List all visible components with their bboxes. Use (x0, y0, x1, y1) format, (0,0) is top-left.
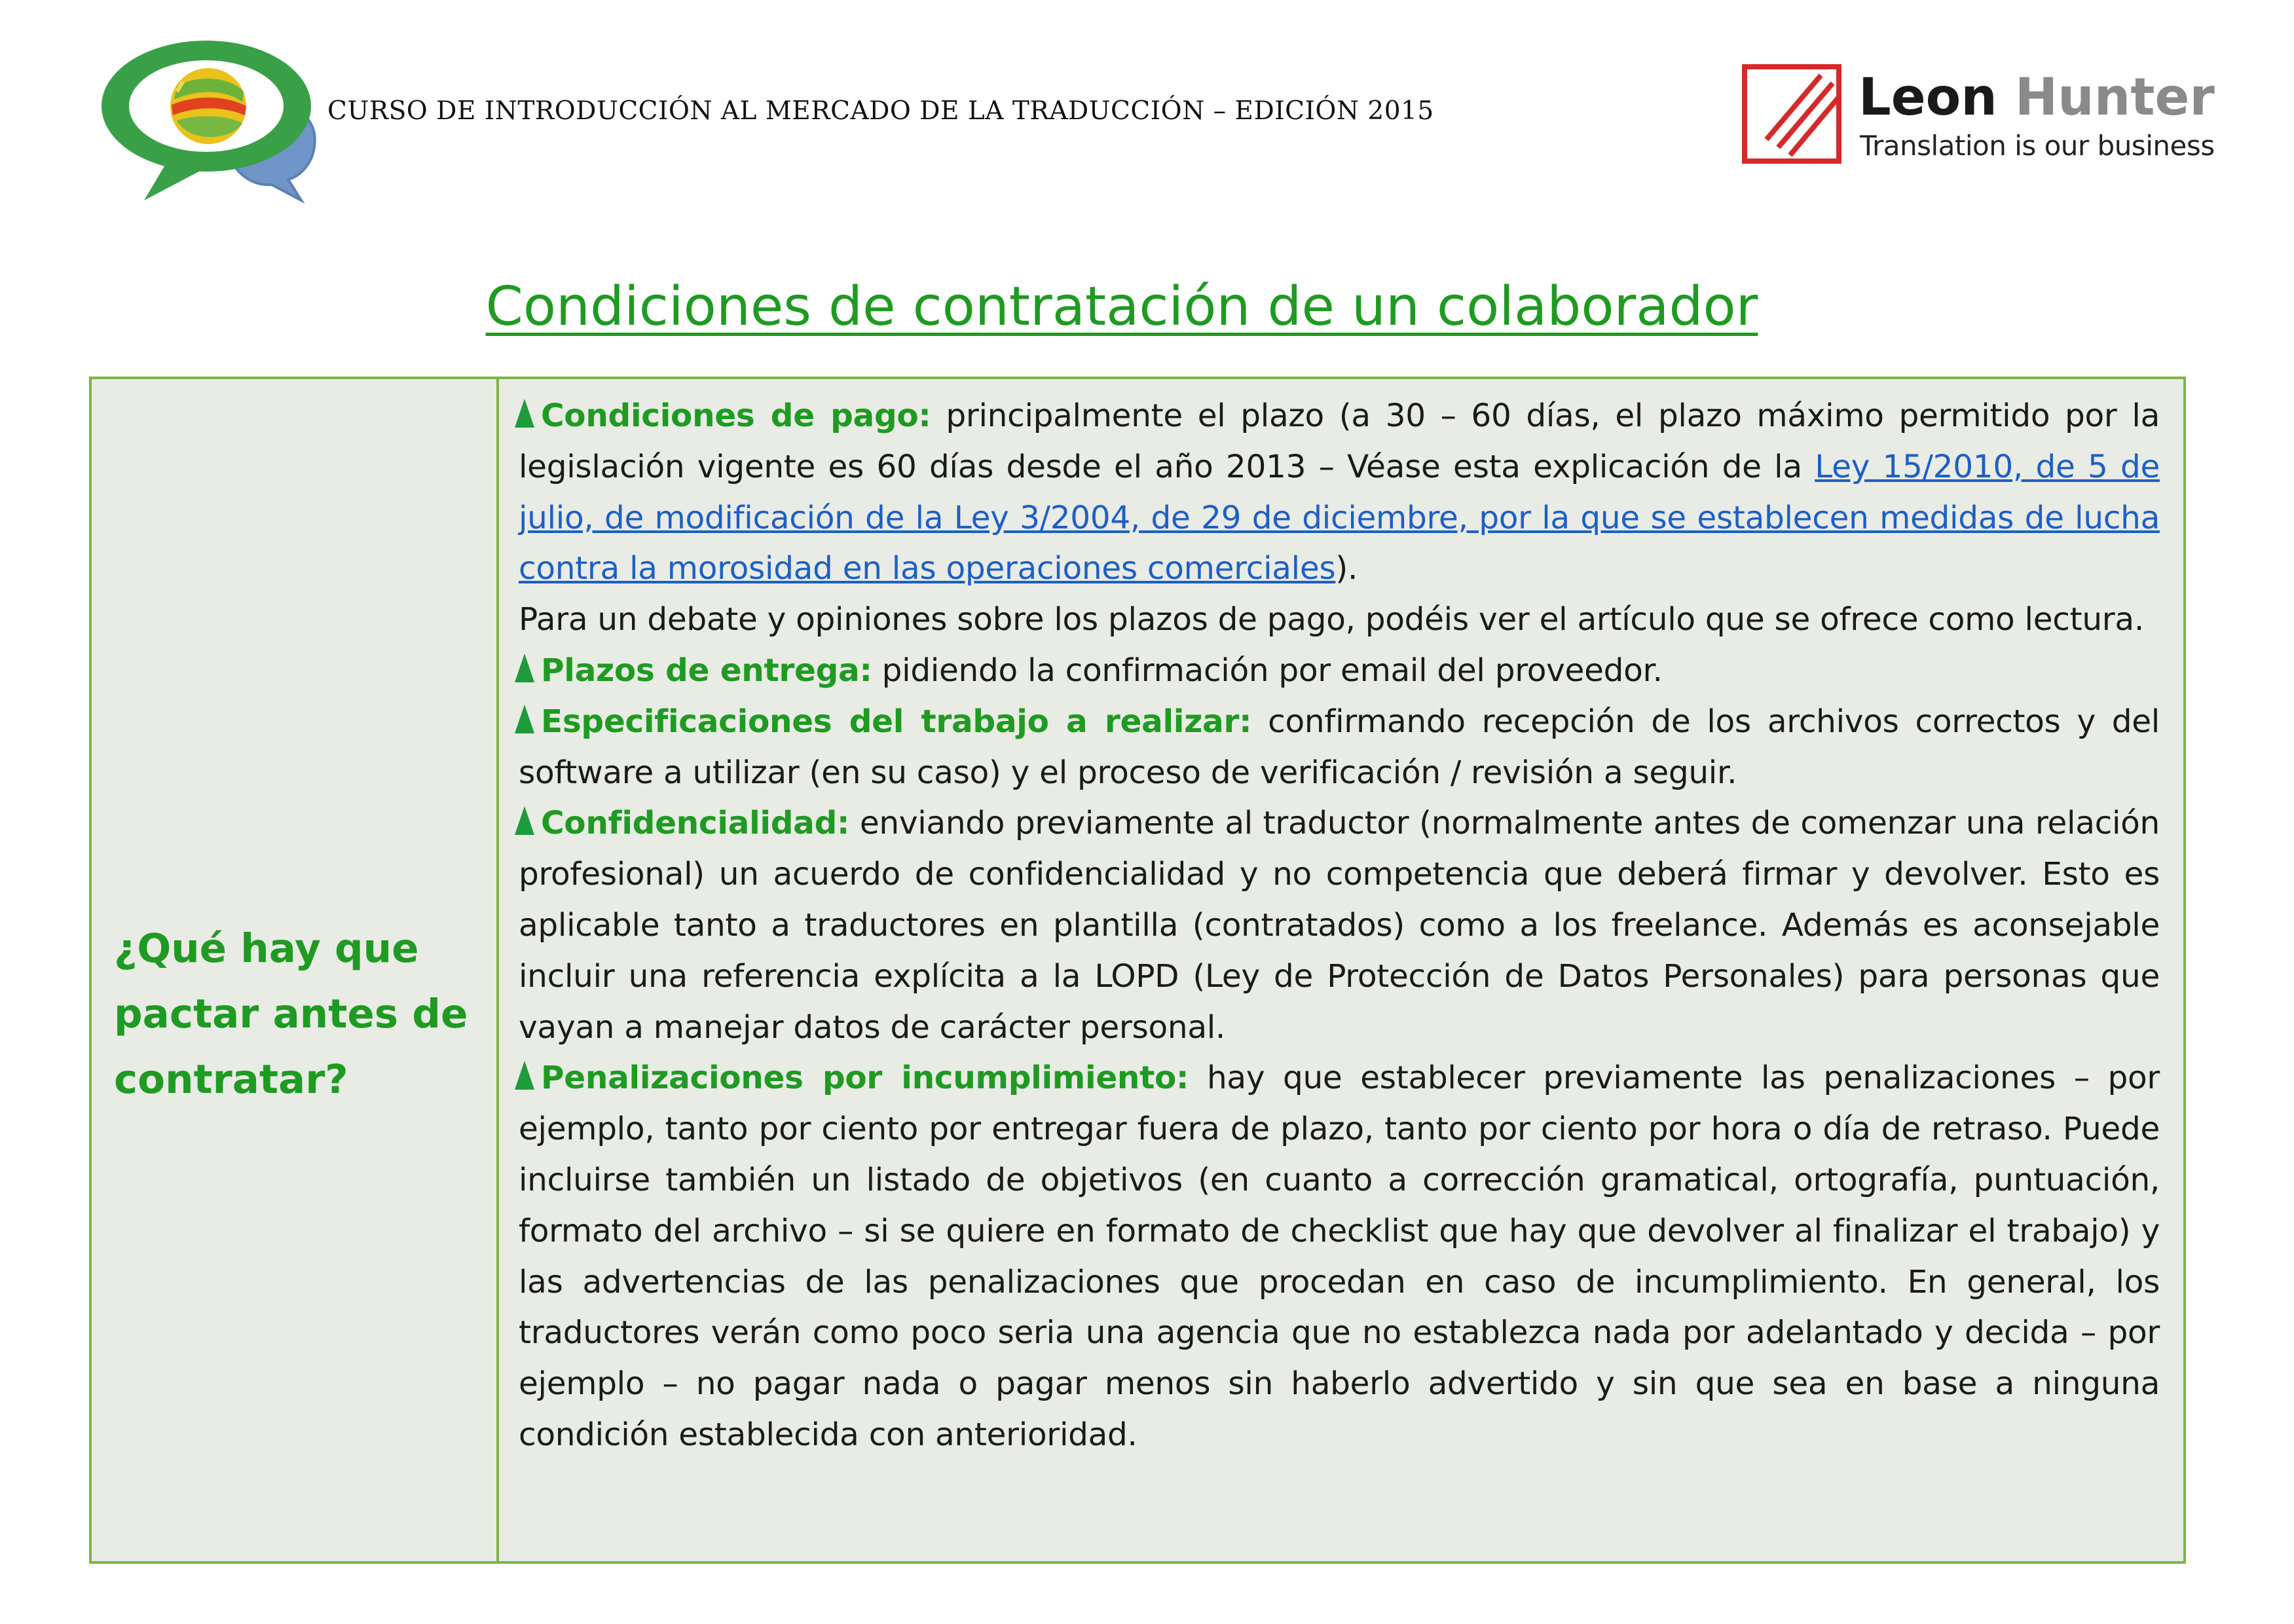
brand-name-leon: Leon (1859, 68, 1997, 127)
list-item-penalties (519, 1053, 2160, 1460)
list-item-confidentiality (519, 798, 2160, 1053)
page-title-text: Condiciones de contratación de un colaborador (485, 276, 1758, 338)
item-text: confirmando recepción de los archivos correctos y del software a utilizar (en su caso) y el proceso de verificación / revisión a seguir. (519, 703, 2160, 791)
law-link[interactable]: Ley 15/2010, de 5 de julio, de modificación de la Ley 3/2004, de 29 de diciembre, por la que se establecen medidas de lucha contra la morosidad en las operaciones comerciales (519, 448, 2160, 587)
course-title: CURSO DE INTRODUCCIÓN AL MERCADO DE LA TRADUCCIÓN – EDICIÓN 2015 (327, 96, 1434, 126)
course-speech-bubbles-icon (92, 29, 334, 206)
page-title (0, 275, 2244, 339)
brand-name (1859, 68, 2215, 127)
brand-logo (1742, 64, 2213, 164)
item-text: enviando previamente al traductor (normalmente antes de comenzar una relación profesional) un acuerdo de confidencialidad y no competencia que deberá firmar y devolver. Esto es aplicable tanto a traductores en plantilla (contratados) como a los freelance. Además es aconsejable incluir una referencia explícita a la LOPD (Ley de Protección de Datos Personales) para personas que vayan a manejar datos de carácter personal. (519, 805, 2160, 1046)
item-extra-text: Para un debate y opiniones sobre los plazos de pago, podéis ver el artículo que se ofrece como lectura. (519, 601, 2144, 638)
triangle-bullet-icon (515, 399, 534, 428)
item-text: pidiendo la confirmación por email del proveedor. (872, 652, 1663, 689)
list-item-specifications (519, 697, 2160, 799)
item-text-end: ). (1335, 550, 1358, 587)
triangle-bullet-icon (515, 705, 534, 733)
item-label: Plazos de entrega: (541, 652, 872, 689)
item-label: Penalizaciones por incumplimiento: (541, 1060, 1189, 1097)
brand-name-hunter: Hunter (2014, 68, 2215, 127)
brand-tagline: Translation is our business (1860, 130, 2215, 162)
question-cell (92, 379, 499, 1561)
question-heading: ¿Qué hay que pactar antes de contratar? (114, 925, 468, 1103)
triangle-bullet-icon (515, 1061, 534, 1090)
item-label: Confidencialidad: (541, 805, 850, 842)
content-table (89, 377, 2186, 1564)
item-label: Especificaciones del trabajo a realizar: (541, 703, 1252, 740)
list-item-delivery (519, 646, 2160, 697)
item-text: hay que establecer previamente las penalizaciones – por ejemplo, tanto por ciento por entregar fuera de plazo, tanto por ciento por hora o día de retraso. Puede incluirse también un listado de objetivos (en cuanto a corrección gramatical, ortografía, puntuación, formato del archivo – si se quiere en formato de checklist que hay que devolver al finalizar el trabajo) y las advertencias de las penalizaciones que procedan en caso de incumplimiento. En general, los traductores verán como poco seria una agencia que no establezca nada por adelantado y decida – por ejemplo – no pagar nada o pagar menos sin haberlo advertido y sin que sea en base a ninguna condición establecida con anterioridad. (519, 1060, 2160, 1453)
answer-cell (519, 391, 2160, 1461)
triangle-bullet-icon (515, 806, 534, 835)
course-logo (92, 29, 334, 206)
leon-hunter-mark-icon (1742, 64, 1841, 164)
list-item-payment (519, 391, 2160, 646)
item-label: Condiciones de pago: (541, 397, 931, 434)
item-text: principalmente el plazo (a 30 – 60 días, el plazo máximo permitido por la legislación vigente es 60 días desde el año 2013 – Véase esta explicación de la (519, 397, 2160, 485)
triangle-bullet-icon (515, 654, 534, 682)
